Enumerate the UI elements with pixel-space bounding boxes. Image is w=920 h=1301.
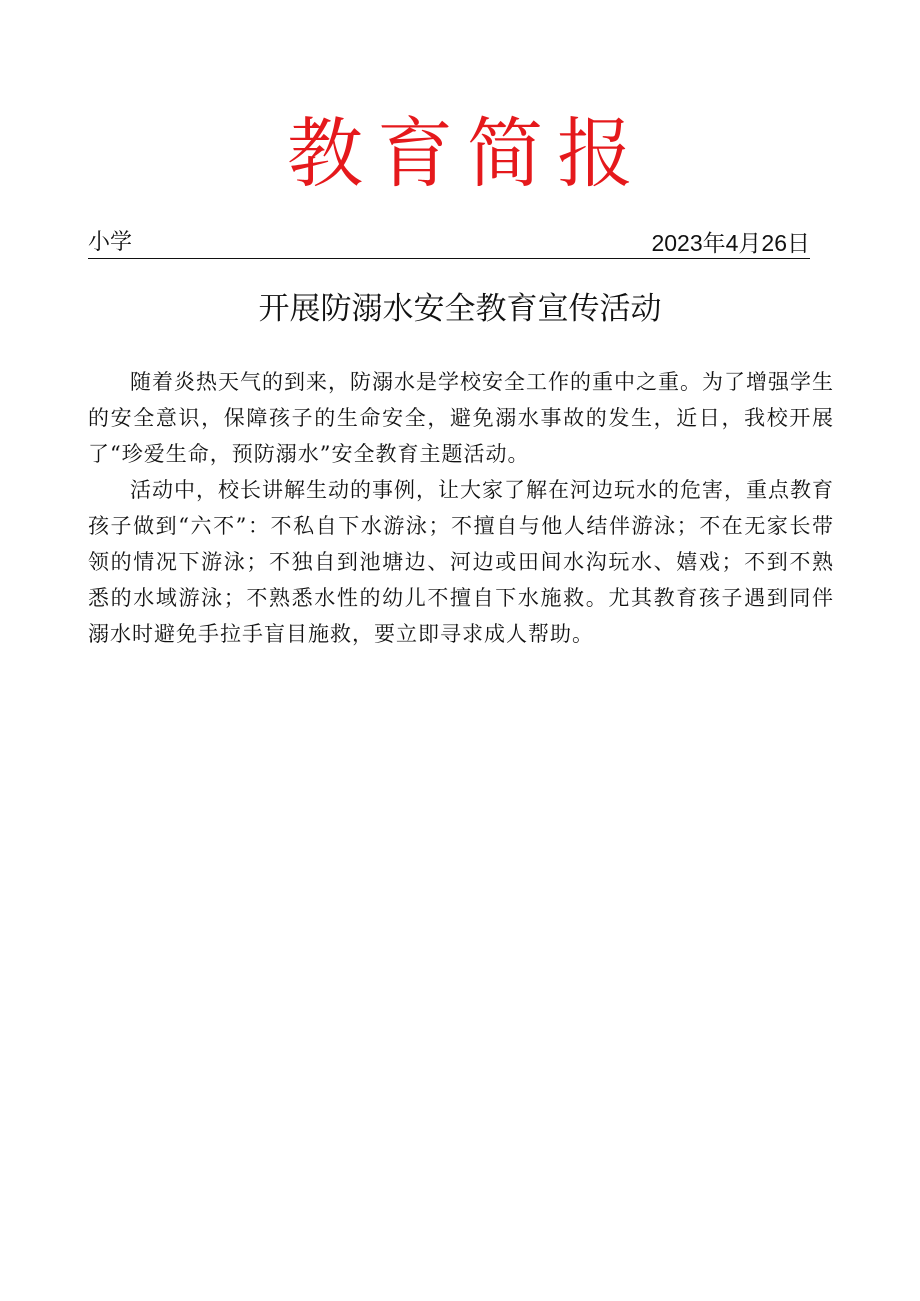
article-body [88,364,834,652]
issue-date: 2023年4月26日 [651,230,810,256]
masthead-title: 教育简报 [287,109,647,198]
article-headline: 开展防溺水安全教育宣传活动 [258,291,662,327]
dateline [88,228,810,259]
article-paragraph: 活动中，校长讲解生动的事例，让大家了解在河边玩水的危害，重点教育孩子做到“六不”：不私自下水游泳；不擅自与他人结伴游泳；不在无家长带领的情况下游泳；不独自到池塘边、河边或田间水沟玩水、嬉戏；不到不熟悉的水域游泳；不熟悉水性的幼儿不擅自下水施救。尤其教育孩子遇到同伴溺水时避免手拉手盲目施救，要立即寻求成人帮助。 [88,478,834,646]
article-paragraph: 随着炎热天气的到来，防溺水是学校安全工作的重中之重。为了增强学生的安全意识，保障孩子的生命安全，避免溺水事故的发生，近日，我校开展了“珍爱生命，预防溺水”安全教育主题活动。 [88,370,834,466]
school-name: 小学 [88,230,133,255]
